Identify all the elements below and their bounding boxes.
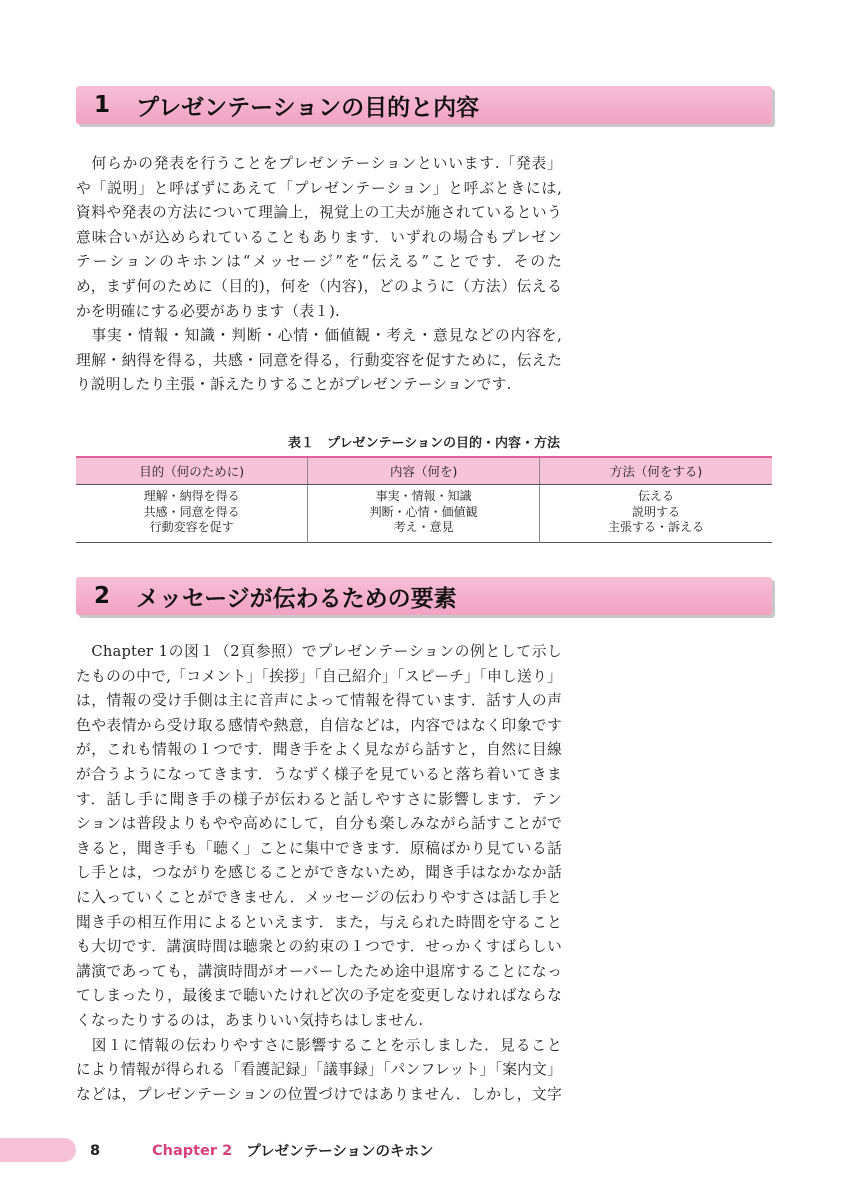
section-title: プレゼンテーションの目的と内容 [136,94,480,121]
table-header-row [76,457,772,485]
page-number: 8 [90,1142,101,1159]
text-line: は，情報の受け手側は主に音声によって情報を得ています．話す人の声 [76,692,562,710]
text-line: テーションのキホンは“メッセージ”を“伝える”ことです．そのた [76,253,562,271]
cell-line: 理解・納得を得る [143,489,240,503]
text-line: 事実・情報・知識・判断・心情・価値観・考え・意見などの内容を, [76,327,562,345]
text-line: くなったりするのは，あまりいい気持ちはしません. [76,1011,424,1029]
text-line: 講演であっても，講演時間がオーバーしたため途中退席することになっ [76,962,562,980]
text-line: し手とは，つながりを感じることができないため，聞き手はなかなか話 [76,864,562,882]
section-2-body [76,640,562,1107]
page-footer [90,1140,434,1161]
text-line: 色や表情から受け取る感情や熱意，自信などは，内容ではなく印象です [76,716,562,734]
text-line: 何らかの発表を行うことをプレゼンテーションといいます.「発表」 [76,155,562,172]
table-row [76,485,772,543]
cell-line: 説明する [632,504,681,519]
cell-line: 主張する・訴える [608,520,705,534]
text-line: てしまったり，最後まで聴いたけれど次の予定を変更しなければならな [76,987,562,1005]
text-line: 図１に情報の伝わりやすさに影響することを示しました．見ること [76,1036,562,1054]
chapter-label: Chapter 2 [152,1142,233,1159]
cell-line: 伝える [638,489,675,503]
text-line: 意味合いが込められていることもあります．いずれの場合もプレゼン [76,228,562,246]
text-line: たものの中で,「コメント」「挨拶」「自己紹介」「スピーチ」「申し送り」 [76,667,562,685]
text-line: かを明確にする必要があります（表１). [76,302,340,320]
text-line: が，これも情報の１つです．聞き手をよく見ながら話すと，自然に目線 [76,741,562,759]
text-line: に入っていくことができません．メッセージの伝わりやすさは話し手と [76,888,562,906]
text-line: により情報が得られる「看護記録」「議事録」「パンフレット」「案内文」 [76,1061,562,1079]
text-line: きると，聞き手も「聴く」ことに集中できます．原稿ばかり見ている話 [76,839,562,857]
table-caption: 表１ プレゼンテーションの目的・内容・方法 [288,436,560,451]
cell-line: 判断・心情・価値観 [369,504,478,519]
cell-line: 事実・情報・知識 [375,489,472,503]
table-cell-content [308,485,540,543]
section-title: メッセージが伝わるための要素 [136,585,457,612]
text-line: 資料や発表の方法について理論上，視覚上の工夫が施されているという [76,204,562,222]
text-line: が合うようになってきます．うなずく様子を見ていると落ち着いてきま [76,765,562,783]
text-line: り説明したり主張・訴えたりすることがプレゼンテーションです. [76,376,512,394]
cell-line: 共感・同意を得る [143,504,240,519]
text-line: Chapter 1の図１（2頁参照）でプレゼンテーションの例として示し [76,643,562,660]
cell-line: 考え・意見 [393,520,454,534]
text-line: 聞き手の相互作用によるといえます．また，与えられた時間を守ること [76,913,562,931]
purpose-content-method-table [76,456,772,543]
section-number: 2 [94,583,111,609]
chapter-title: プレゼンテーションのキホン [246,1144,434,1160]
text-line: や「説明」と呼ばずにあえて「プレゼンテーション」と呼ぶときには, [76,179,562,197]
cell-line: 行動変容を促す [149,520,234,534]
text-line: 理解・納得を得る，共感・同意を得る，行動変容を促すために，伝えた [76,351,562,369]
section-number: 1 [94,92,111,118]
table-cell-purpose [76,485,308,543]
table-header-purpose: 目的（何のために) [76,457,308,485]
table-cell-method [540,485,772,543]
table-header-method: 方法（何をする) [540,457,772,485]
text-line: め，まず何のために（目的)，何を（内容)，どのように（方法）伝える [76,277,562,295]
section-heading-2 [76,577,772,615]
text-line: ションは普段よりもやや高めにして，自分も楽しみながら話すことがで [76,815,562,833]
table-header-content: 内容（何を) [308,457,540,485]
text-line: などは，プレゼンテーションの位置づけではありません．しかし，文字 [76,1085,562,1103]
text-line: す．話し手に聞き手の様子が伝わると話しやすさに影響します．テン [76,790,562,808]
footer-tab-decoration [0,1138,76,1162]
section-heading-1 [76,86,772,124]
section-1-body [76,152,562,398]
text-line: も大切です．講演時間は聴衆との約束の１つです．せっかくすばらしい [76,938,562,956]
